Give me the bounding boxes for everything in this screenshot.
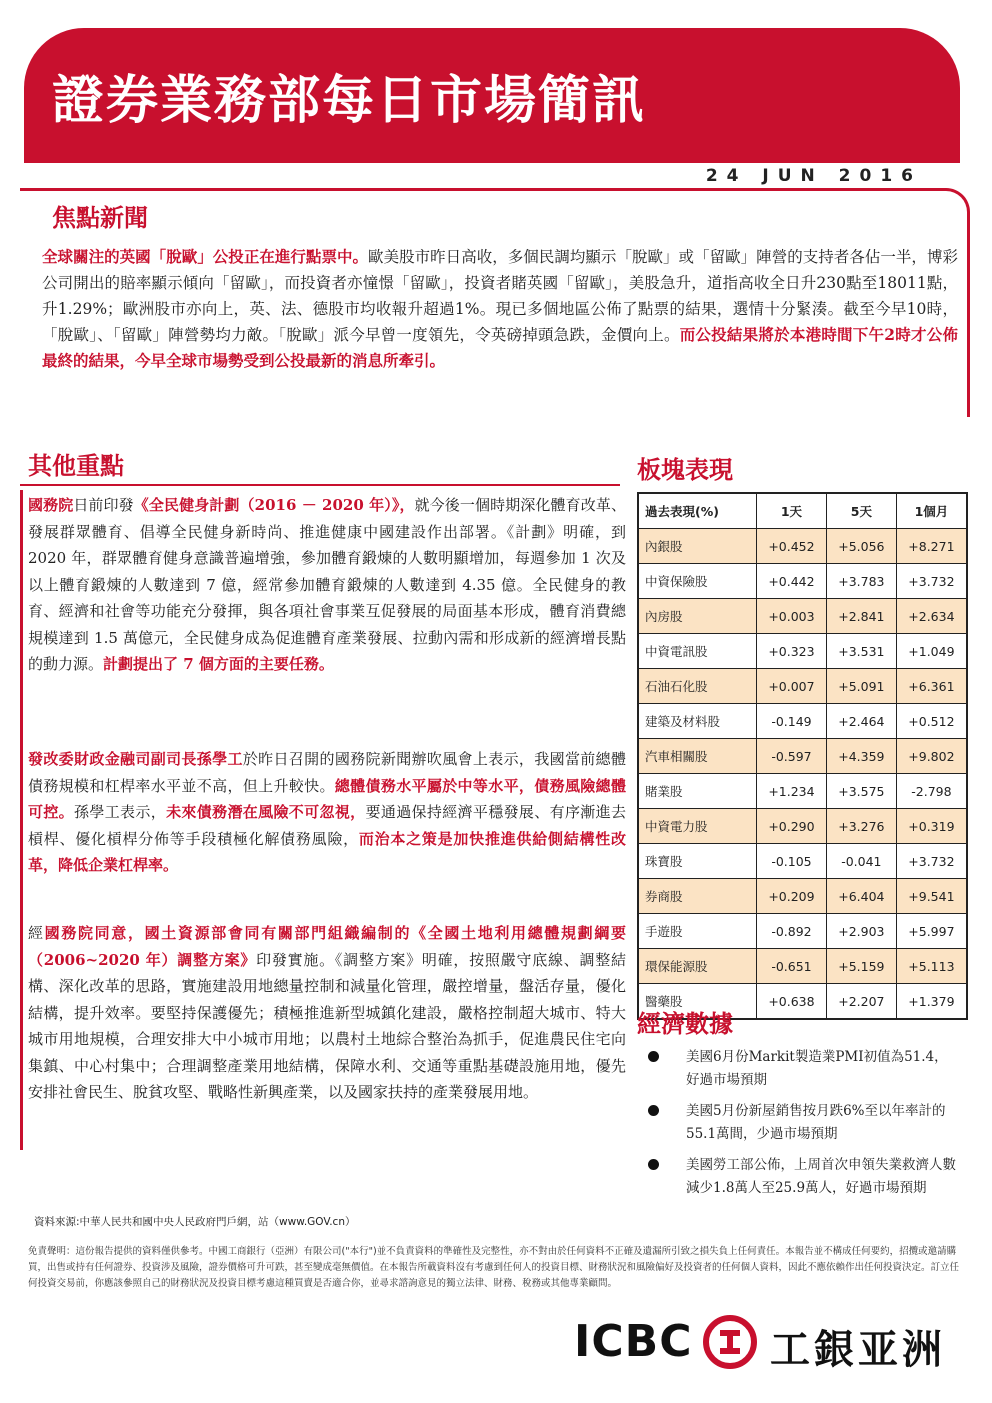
p3-prefix: 經 (28, 924, 45, 942)
value-cell: +3.531 (826, 634, 896, 669)
value-cell: +2.903 (826, 914, 896, 949)
others-paragraph-1 (28, 492, 626, 678)
focus-text: 歐美股市昨日高收，多個民調均顯示「脫歐」或「留歐」陣營的支持者各佔一半，博彩公司開出的賠率顯示傾向「留歐」，而投資者亦憧憬「留歐」，投資者賭英國「留歐」，美股急升，道指高收全日升230點至18011點，升1.29%；歐洲股市亦向上，英、法、德股市均收報升超過1%。現已多個地區公佈了點票的結果，選情十分緊湊。截至今早10時，「脫歐」、「留歐」陣營勢均力敵。「脫歐」派今早曾一度領先，令英磅掉頭急跌，金價向上。 (42, 248, 958, 344)
source-note: 資料來源:中華人民共和國中央人民政府門戶網，站（www.GOV.cn） (34, 1216, 356, 1228)
p1-conclusion: 計劃提出了 7 個方面的主要任務。 (103, 655, 334, 673)
value-cell: +2.841 (826, 599, 896, 634)
value-cell: +0.442 (757, 564, 827, 599)
sector-name-cell: 內銀股 (638, 529, 757, 564)
p1-plan-title: 《全民健身計劃（2016 － 2020 年）》， (133, 496, 415, 514)
economy-heading: 經濟數據 (637, 1010, 733, 1038)
value-cell: -0.651 (757, 949, 827, 984)
value-cell: +3.732 (896, 844, 967, 879)
bullet-icon (648, 1051, 659, 1062)
value-cell: +0.319 (896, 809, 967, 844)
focus-lead: 全球關注的英國「脫歐」公投正在進行點票中。 (42, 247, 369, 266)
value-cell: +1.379 (896, 984, 967, 1020)
sector-name-cell: 環保能源股 (638, 949, 757, 984)
bullet-icon (648, 1159, 659, 1170)
list-item (640, 1154, 960, 1200)
others-divider (20, 484, 620, 486)
sector-name-cell: 珠寶股 (638, 844, 757, 879)
table-row (638, 809, 967, 844)
p2-highlight-1: 總體債務水平屬於中等水平，債務風險總體可控。 (28, 776, 626, 821)
value-cell: +6.404 (826, 879, 896, 914)
sector-name-cell: 醫藥股 (638, 984, 757, 1020)
sector-name-cell: 券商股 (638, 879, 757, 914)
table-row (638, 774, 967, 809)
icbc-asia-logo-text: 工銀亚洲 (770, 1327, 946, 1373)
table-row (638, 949, 967, 984)
p2-body-1: 於昨日召開的國務院新聞辦吹風會上表示，我國當前總體債務規模和杠桿率水平並不高，但上升較快。 (28, 750, 626, 795)
value-cell: +0.290 (757, 809, 827, 844)
value-cell: +6.361 (896, 669, 967, 704)
icbc-logo-text: ICBC (574, 1316, 693, 1367)
economy-item-text: 美國6月份Markit製造業PMI初值為51.4，好過市場預期 (686, 1049, 948, 1088)
sector-name-cell: 中資電訊股 (638, 634, 757, 669)
column-header: 1天 (757, 493, 827, 529)
value-cell: +3.783 (826, 564, 896, 599)
table-row (638, 879, 967, 914)
table-row (638, 564, 967, 599)
value-cell: +2.207 (826, 984, 896, 1020)
value-cell: +3.732 (896, 564, 967, 599)
sector-performance-table (637, 492, 968, 1020)
focus-tail: 而公投結果將於本港時間下午2時才公佈最終的結果，今早全球市場勢受到公投最新的消息所牽引。 (42, 325, 958, 370)
value-cell: +3.276 (826, 809, 896, 844)
icbc-emblem-icon (702, 1314, 758, 1370)
others-heading: 其他重點 (28, 452, 124, 480)
sector-name-cell: 建築及材料股 (638, 704, 757, 739)
list-item (640, 1046, 960, 1092)
value-cell: +5.091 (826, 669, 896, 704)
table-row (638, 634, 967, 669)
value-cell: +2.464 (826, 704, 896, 739)
p2-highlight-2: 未來債務潛在風險不可忽視， (166, 803, 366, 821)
column-header: 過去表現(%) (638, 493, 757, 529)
value-cell: +3.575 (826, 774, 896, 809)
sector-name-cell: 中資電力股 (638, 809, 757, 844)
others-paragraph-2 (28, 746, 626, 879)
value-cell: +0.323 (757, 634, 827, 669)
sectors-heading: 板塊表現 (637, 456, 733, 484)
table-row (638, 739, 967, 774)
disclaimer: 免責聲明：這份報告提供的資料僅供參考。中國工商銀行（亞洲）有限公司("本行")並不負責資料的準確性及完整性，亦不對由於任何資料不正確及遺漏所引致之損失負上任何責任。本報告並不構成任何要約，招攬或邀請購買，出售或持有任何證券、投資涉及風險，證券價格可升可跌，甚至變成毫無價值。在本報告所載資料沒有考慮到任何人的投資目標、財務狀況和風險偏好及投資者的任何個人資料，因此不應依賴作出任何投資決定。訂立任何投資交易前，你應該參照自己的財務狀況及投資目標考慮這種買賣是否適合你，並尋求諮詢意見的獨立法律、財務、稅務或其他專業顧問。 (28, 1246, 960, 1289)
value-cell: -0.149 (757, 704, 827, 739)
table-header-row (638, 493, 967, 529)
column-header: 1個月 (896, 493, 967, 529)
others-side-rule (20, 490, 23, 1150)
table-row (638, 599, 967, 634)
economy-list (640, 1046, 960, 1208)
economy-item-text: 美國勞工部公佈，上周首次申領失業救濟人數減少1.8萬人至25.9萬人，好過市場預期 (686, 1157, 956, 1196)
p3-highlight: 國務院同意，國土資源部會同有關部門組織編制的《全國土地利用總體規劃綱要（2006~2020 年）調整方案》 (28, 924, 626, 969)
value-cell: +5.997 (896, 914, 967, 949)
value-cell: +2.634 (896, 599, 967, 634)
value-cell: +0.007 (757, 669, 827, 704)
value-cell: +0.638 (757, 984, 827, 1020)
table-row (638, 844, 967, 879)
value-cell: -0.105 (757, 844, 827, 879)
p2-subject: 發改委財政金融司副司長孫學工 (28, 750, 243, 768)
table-row (638, 704, 967, 739)
value-cell: +5.056 (826, 529, 896, 564)
value-cell: +0.003 (757, 599, 827, 634)
value-cell: -0.041 (826, 844, 896, 879)
value-cell: +5.113 (896, 949, 967, 984)
value-cell: +5.159 (826, 949, 896, 984)
p3-body: 印發實施。《調整方案》明確，按照嚴守底線、調整結構、深化改革的思路，實施建設用地總量控制和減量化管理，嚴控增量，盤活存量，優化結構，提升效率。要堅持保護優先；積極推進新型城鎮化建設，嚴格控制超大城市、特大城市用地規模，合理安排大中小城市用地；以農村土地綜合整治為抓手，促進農民住宅向集鎮、中心村集中；合理調整產業用地結構，保障水利、交通等重點基礎設施用地，優先安排社會民生、脫貧攻堅、戰略性新興產業，以及國家扶持的產業發展用地。 (28, 950, 626, 1101)
focus-news-heading: 焦點新聞 (52, 204, 148, 232)
table-row (638, 914, 967, 949)
value-cell: +9.802 (896, 739, 967, 774)
p2-body-2: 孫學工表示， (74, 803, 167, 821)
table-row (638, 669, 967, 704)
bullet-icon (648, 1105, 659, 1116)
sector-name-cell: 汽車相關股 (638, 739, 757, 774)
sector-name-cell: 內房股 (638, 599, 757, 634)
report-date: 24 JUN 2016 (705, 166, 922, 186)
value-cell: -0.597 (757, 739, 827, 774)
value-cell: +4.359 (826, 739, 896, 774)
others-paragraph-3 (28, 920, 626, 1106)
sector-name-cell: 中資保險股 (638, 564, 757, 599)
p1-body: 就今後一個時期深化體育改革、發展群眾體育、倡導全民健身新時尚、推進健康中國建設作出部署。《計劃》明確，到 2020 年，群眾體育健身意識普遍增強，參加體育鍛煉的人數明顯增加，每週參加 1 次及以上體育鍛煉的人數達到 7 億，經常參加體育鍛煉的人數達到 4.35 億。全民健身的教育、經濟和社會等功能充分發揮，與各項社會事業互促發展的局面基本形成，體育消費總規模達到 1.5 萬億元，全民健身成為促進體育產業發展、拉動內需和形成新的經濟增長點的動力源。 (28, 496, 626, 673)
value-cell: -2.798 (896, 774, 967, 809)
value-cell: +0.512 (896, 704, 967, 739)
focus-news-body (42, 244, 958, 374)
column-header: 5天 (826, 493, 896, 529)
value-cell: +0.452 (757, 529, 827, 564)
sector-name-cell: 賭業股 (638, 774, 757, 809)
value-cell: +1.234 (757, 774, 827, 809)
sector-name-cell: 石油石化股 (638, 669, 757, 704)
table-row (638, 529, 967, 564)
p1-subject: 國務院 (28, 496, 74, 514)
value-cell: +0.209 (757, 879, 827, 914)
value-cell: +9.541 (896, 879, 967, 914)
list-item (640, 1100, 960, 1146)
p2-highlight-3: 而治本之策是加快推進供給側結構性改革，降低企業杠桿率。 (28, 829, 626, 874)
p1-verb: 日前印發 (73, 496, 134, 514)
page-title: 證券業務部每日市場簡訊 (52, 71, 647, 131)
economy-item-text: 美國5月份新屋銷售按月跌6%至以年率計的55.1萬間，少過市場預期 (686, 1103, 946, 1142)
value-cell: -0.892 (757, 914, 827, 949)
value-cell: +8.271 (896, 529, 967, 564)
p2-body-3: 要通過保持經濟平穩發展、有序漸進去槓桿、優化槓桿分佈等手段積極化解債務風險， (28, 803, 626, 848)
sector-name-cell: 手遊股 (638, 914, 757, 949)
value-cell: +1.049 (896, 634, 967, 669)
